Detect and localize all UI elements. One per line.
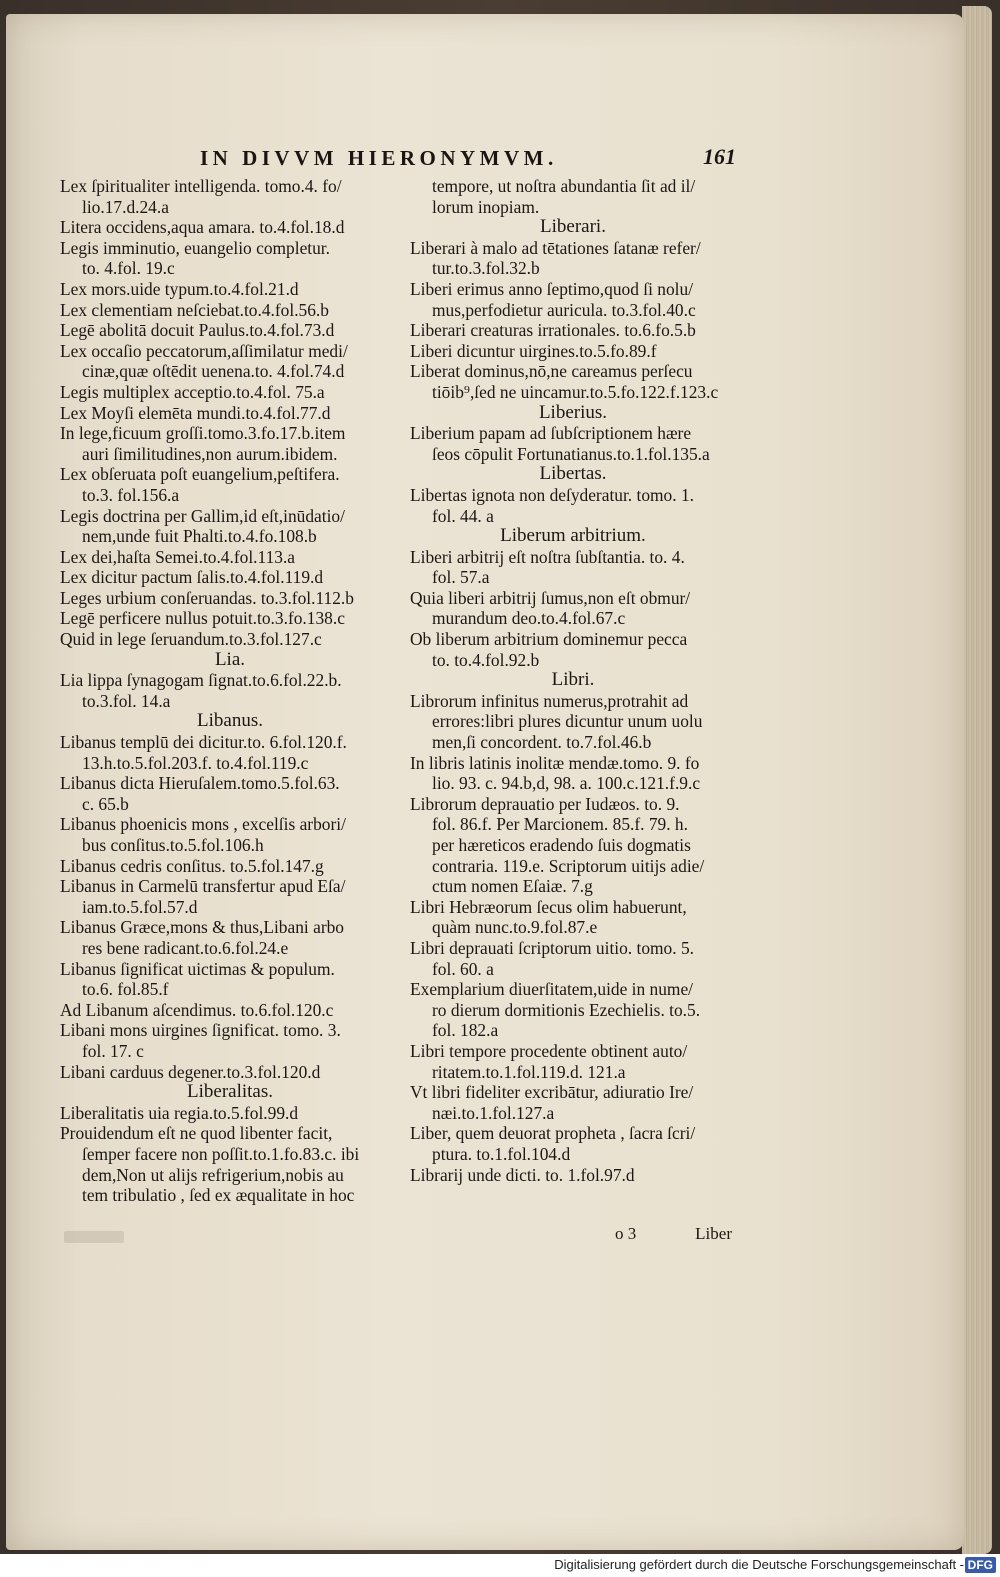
- index-entry-continuation: murandum deo.to.4.fol.67.c: [432, 608, 626, 629]
- index-entry: Libani carduus degener.to.3.fol.120.d: [60, 1061, 321, 1082]
- index-entry: Liberi erimus anno ſeptimo,quod ſi nolu/: [410, 278, 694, 299]
- index-entry-continuation: to.3. fol.156.a: [82, 484, 180, 505]
- index-entry-continuation: tem tribulatio , ſed ex æqualitate in hoc: [82, 1185, 355, 1206]
- index-entry-continuation: lorum inopiam.: [432, 196, 540, 217]
- index-entry: Lex Moyſi elemēta mundi.to.4.fol.77.d: [60, 402, 331, 423]
- index-entry-continuation: ſeos cōpulit Fortunatianus.to.1.fol.135.a: [432, 443, 710, 464]
- index-entry: Liber, quem deuorat propheta , ſacra ſcri/: [410, 1123, 696, 1144]
- index-entry: Librorum deprauatio per Iudæos. to. 9.: [410, 793, 680, 814]
- index-entry-continuation: quàm nunc.to.9.fol.87.e: [432, 917, 598, 938]
- digitization-footer: [0, 1554, 1000, 1577]
- index-entry-continuation: fol. 86.f. Per Marcionem. 85.f. 79. h.: [432, 814, 688, 835]
- index-entry: Exemplarium diuerſitatem,uide in nume/: [410, 979, 694, 1000]
- index-entry: Ob liberum arbitrium dominemur pecca: [410, 629, 688, 650]
- index-entry: Libanus ſignificat uictimas & populum.: [60, 958, 335, 979]
- page-edges: [962, 6, 992, 1554]
- index-entry: Legis imminutio, euangelio completur.: [60, 237, 330, 258]
- index-entry-continuation: iam.to.5.fol.57.d: [82, 896, 198, 917]
- index-entry: Liberi dicuntur uirgines.to.5.fo.89.f: [410, 340, 657, 361]
- index-entry-continuation: ro dierum dormitionis Ezechielis. to.5.: [432, 999, 701, 1020]
- index-entry-continuation: ritatem.to.1.fol.119.d. 121.a: [432, 1061, 626, 1082]
- index-entry-continuation: næi.to.1.fol.127.a: [432, 1102, 555, 1123]
- index-entry: Libanus templū dei dicitur.to. 6.fol.120.f.: [60, 732, 347, 753]
- index-entry-continuation: nem,unde fuit Phalti.to.4.fo.108.b: [82, 526, 317, 547]
- index-entry-continuation: errores:libri plures dicuntur unum uolu: [432, 711, 703, 732]
- right-index-column: [410, 176, 736, 1185]
- index-entry-continuation: res bene radicant.to.6.fol.24.e: [82, 937, 289, 958]
- index-entry: Liberium papam ad ſubſcriptionem hære: [410, 423, 692, 444]
- index-entry-continuation: ptura. to.1.fol.104.d: [432, 1143, 571, 1164]
- index-entry: Ad Libanum aſcendimus. to.6.fol.120.c: [60, 999, 334, 1020]
- index-entry: Libri deprauati ſcriptorum uitio. tomo. 5.: [410, 937, 694, 958]
- running-head: [196, 146, 736, 176]
- left-index-column: [60, 176, 400, 1206]
- index-entry: Libanus phoenicis mons , excelſis arbori/: [60, 814, 346, 835]
- index-entry: Legis doctrina per Gallim,id eſt,inūdatio/: [60, 505, 345, 526]
- index-entry-continuation: to.6. fol.85.f: [82, 979, 169, 1000]
- catchline: [410, 1224, 736, 1248]
- index-entry: Quia liberi arbitrij ſumus,non eſt obmur/: [410, 587, 691, 608]
- index-entry: Lex mors.uide typum.to.4.fol.21.d: [60, 278, 299, 299]
- index-entry: Lex ſpiritualiter intelligenda. tomo.4. fo/: [60, 176, 342, 196]
- index-entry-continuation: tempore, ut noſtra abundantia ſit ad il/: [432, 176, 696, 196]
- index-entry-continuation: per hæreticos eradendo ſuis dogmatis: [432, 835, 691, 855]
- index-entry: Lex dicitur pactum ſalis.to.4.fol.119.d: [60, 567, 324, 588]
- index-entry: Legē perficere nullus potuit.to.3.fo.138.c: [60, 608, 345, 629]
- index-entry-continuation: to.3.fol. 14.a: [82, 690, 171, 711]
- index-entry: Lex clementiam neſciebat.to.4.fol.56.b: [60, 299, 329, 320]
- index-entry: Libri Hebræorum ſecus olim habuerunt,: [410, 896, 687, 917]
- index-entry: Lex occaſio peccatorum,aſſimilatur medi/: [60, 340, 348, 361]
- index-entry: Librorum infinitus numerus,protrahit ad: [410, 690, 689, 711]
- index-entry-continuation: 13.h.to.5.fol.203.f. to.4.fol.119.c: [82, 752, 309, 773]
- index-heading: Libertas.: [539, 464, 607, 485]
- index-entry-continuation: fol. 17. c: [82, 1040, 144, 1061]
- index-entry-continuation: tiōib⁹,ſed ne uincamur.to.5.fo.122.f.123.c: [432, 381, 719, 402]
- index-entry: Libertas ignota non deſyderatur. tomo. 1.: [410, 484, 694, 505]
- index-entry: Liberi arbitrij eſt noſtra ſubſtantia. to. 4.: [410, 546, 685, 567]
- index-entry: Lex dei,haſta Semei.to.4.fol.113.a: [60, 546, 296, 567]
- index-entry-continuation: fol. 182.a: [432, 1020, 499, 1041]
- index-entry-continuation: lio. 93. c. 94.b,d, 98. a. 100.c.121.f.9.c: [432, 773, 701, 794]
- index-entry: Liberat dominus,nō,ne careamus perſecu: [410, 361, 693, 382]
- index-entry-continuation: to. 4.fol. 19.c: [82, 258, 175, 279]
- running-title: IN DIVVM HIERONYMVM.: [200, 146, 558, 170]
- index-entry: Vt libri fideliter excribātur, adiuratio Ire/: [410, 1082, 694, 1103]
- index-entry-continuation: fol. 57.a: [432, 567, 490, 588]
- index-entry: Liberari à malo ad tētationes ſatanæ refer/: [410, 237, 701, 258]
- folio-number: 161: [703, 144, 736, 169]
- index-entry-continuation: ctum nomen Eſaiæ. 7.g: [432, 876, 593, 897]
- index-entry: Libanus cedris conſitus. to.5.fol.147.g: [60, 855, 324, 876]
- index-entry: Legis multiplex acceptio.to.4.fol. 75.a: [60, 381, 325, 402]
- index-entry-continuation: bus conſitus.to.5.fol.106.h: [82, 835, 264, 855]
- dfg-logo: DFG: [965, 1557, 996, 1573]
- index-entry-continuation: c. 65.b: [82, 793, 129, 814]
- footer-credit: Digitalisierung gefördert durch die Deutsche Forschungsgemeinschaft -: [554, 1557, 964, 1572]
- index-entry-continuation: contraria. 119.e. Scriptorum uitijs adie/: [432, 855, 705, 876]
- index-heading: Lia.: [214, 649, 246, 670]
- index-entry-continuation: mus,perfodietur auricula. to.3.fol.40.c: [432, 299, 696, 320]
- index-entry: Liberari creaturas irrationales. to.6.fo.5.b: [410, 320, 696, 341]
- index-heading: Liberalitas.: [187, 1082, 273, 1103]
- index-entry: Libani mons uirgines ſignificat. tomo. 3.: [60, 1020, 341, 1041]
- index-entry: Libanus Græce,mons & thus,Libani arbo: [60, 917, 344, 938]
- signature-mark: o 3: [615, 1224, 637, 1243]
- index-entry-continuation: men,ſi concordent. to.7.fol.46.b: [432, 732, 652, 753]
- index-entry-continuation: fol. 44. a: [432, 505, 494, 526]
- index-entry-continuation: ſemper facere non poſſit.to.1.fo.83.c. ibi: [82, 1143, 360, 1164]
- index-entry: Libanus in Carmelū transfertur apud Eſa/: [60, 876, 346, 897]
- index-entry-continuation: auri ſimilitudines,non aurum.ibidem.: [82, 443, 338, 464]
- index-entry: Lia lippa ſynagogam ſignat.to.6.fol.22.b.: [60, 670, 342, 691]
- index-entry: Prouidendum eſt ne quod libenter facit,: [60, 1123, 333, 1144]
- index-heading: Libri.: [551, 670, 595, 691]
- index-entry: Liberalitatis uia regia.to.5.fol.99.d: [60, 1102, 299, 1123]
- catchword: Liber: [695, 1224, 732, 1243]
- index-heading: Libanus.: [197, 711, 263, 732]
- index-entry: Litera occidens,aqua amara. to.4.fol.18.d: [60, 217, 345, 238]
- index-entry: Leges urbium conſeruandas. to.3.fol.112.b: [60, 587, 354, 608]
- index-heading: Liberius.: [538, 402, 608, 423]
- index-entry: In libris latinis inolitæ mendæ.tomo. 9. fo: [410, 752, 700, 773]
- index-heading: Liberum arbitrium.: [500, 526, 646, 547]
- index-entry-continuation: tur.to.3.fol.32.b: [432, 258, 540, 279]
- index-entry: In lege,ficuum groſſi.tomo.3.fo.17.b.item: [60, 423, 346, 444]
- index-entry-continuation: to. to.4.fol.92.b: [432, 649, 540, 670]
- index-entry: Lex obſeruata poſt euangelium,peſtifera.: [60, 464, 340, 485]
- index-entry-continuation: lio.17.d.24.a: [82, 196, 169, 217]
- index-entry-continuation: cinæ,quæ oſtēdit uenena.to. 4.fol.74.d: [82, 361, 345, 382]
- index-entry: Librarij unde dicti. to. 1.fol.97.d: [410, 1164, 635, 1185]
- index-entry-continuation: fol. 60. a: [432, 958, 494, 979]
- index-entry: Libanus dicta Hieruſalem.tomo.5.fol.63.: [60, 773, 340, 794]
- index-entry: Libri tempore procedente obtinent auto/: [410, 1040, 688, 1061]
- index-entry-continuation: dem,Non ut alijs refrigerium,nobis au: [82, 1164, 344, 1185]
- index-entry: Legē abolitā docuit Paulus.to.4.fol.73.d: [60, 320, 335, 341]
- index-entry: Quid in lege ſeruandum.to.3.fol.127.c: [60, 629, 322, 650]
- ink-smudge: [64, 1231, 124, 1243]
- index-heading: Liberari.: [540, 217, 606, 238]
